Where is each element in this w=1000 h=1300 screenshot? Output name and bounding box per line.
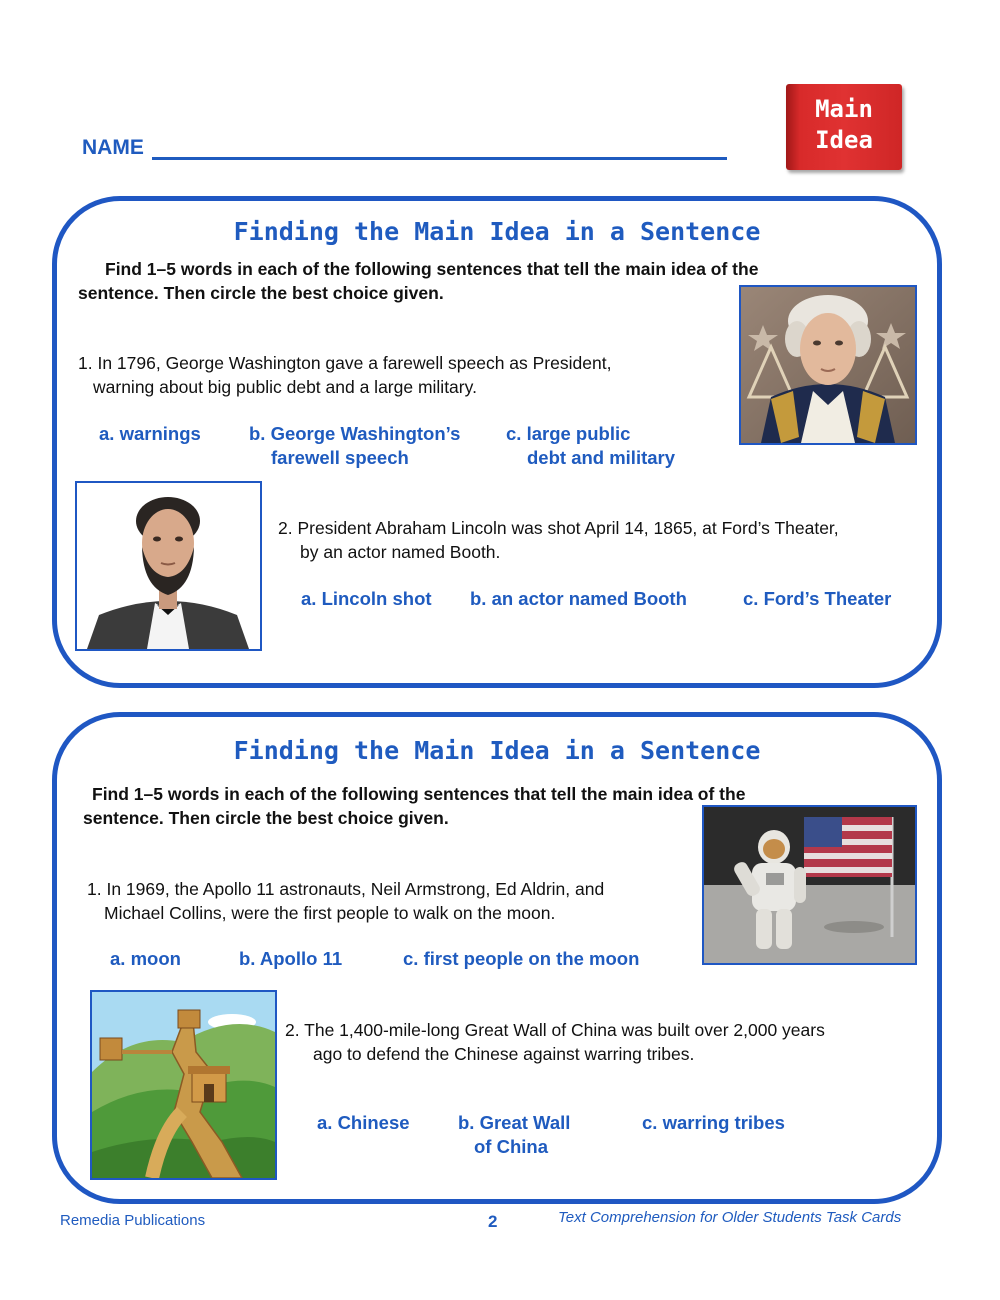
instructions-line-2: sentence. Then circle the best choice given.: [78, 283, 444, 303]
george-washington-portrait: [739, 285, 917, 445]
option-b[interactable]: b. Apollo 11: [239, 948, 343, 969]
apollo-astronaut-photo: [702, 805, 917, 965]
page-number: 2: [488, 1212, 498, 1231]
question-1-line-2: warning about big public debt and a large military.: [93, 377, 477, 397]
option-a[interactable]: a. Lincoln shot: [301, 588, 432, 609]
instructions-line-1: Find 1–5 words in each of the following sentences that tell the main idea of the: [105, 259, 759, 279]
option-b[interactable]: [458, 1111, 570, 1159]
option-b[interactable]: [249, 422, 460, 470]
great-wall-illustration: [90, 990, 277, 1180]
option-b-line-2: farewell speech: [271, 447, 409, 468]
question-1-line-1: 1. In 1796, George Washington gave a farewell speech as President,: [78, 353, 612, 373]
badge-line-2: Idea: [815, 126, 873, 154]
option-c[interactable]: c. Ford’s Theater: [743, 588, 892, 609]
option-c[interactable]: [506, 422, 675, 470]
name-label: NAME: [82, 136, 144, 159]
option-c-line-2: debt and military: [527, 447, 676, 468]
card-title: Finding the Main Idea in a Sentence: [233, 736, 761, 765]
instructions-line-1: Find 1–5 words in each of the following sentences that tell the main idea of the: [92, 784, 746, 804]
publisher-name: Remedia Publications: [60, 1212, 206, 1229]
option-c-line-1: c. large public: [506, 423, 631, 444]
option-c[interactable]: c. first people on the moon: [403, 948, 640, 969]
instructions-line-2: sentence. Then circle the best choice given.: [83, 808, 449, 828]
question-2-line-2: ago to defend the Chinese against warring tribes.: [313, 1044, 695, 1064]
option-c[interactable]: c. warring tribes: [642, 1112, 785, 1133]
option-a[interactable]: a. moon: [110, 948, 181, 969]
name-blank-line[interactable]: [152, 157, 727, 160]
main-idea-badge: [786, 84, 902, 170]
option-a[interactable]: a. warnings: [99, 423, 201, 444]
question-1-line-1: 1. In 1969, the Apollo 11 astronauts, Neil Armstrong, Ed Aldrin, and: [87, 879, 605, 899]
option-b-line-1: b. George Washington’s: [249, 423, 461, 444]
question-2-line-2: by an actor named Booth.: [300, 542, 501, 562]
question-2-line-1: 2. President Abraham Lincoln was shot April 14, 1865, at Ford’s Theater,: [278, 518, 839, 538]
badge-line-1: Main: [815, 95, 873, 123]
option-a[interactable]: a. Chinese: [317, 1112, 410, 1133]
option-b-line-1: b. Great Wall: [458, 1112, 571, 1133]
option-b[interactable]: b. an actor named Booth: [470, 588, 687, 609]
question-1-line-2: Michael Collins, were the first people to walk on the moon.: [104, 903, 556, 923]
abraham-lincoln-portrait: [75, 481, 262, 651]
book-title: Text Comprehension for Older Students Task Cards: [558, 1209, 902, 1226]
option-b-line-2: of China: [474, 1136, 548, 1157]
card-title: Finding the Main Idea in a Sentence: [233, 217, 761, 246]
question-2-line-1: 2. The 1,400-mile-long Great Wall of China was built over 2,000 years: [285, 1020, 825, 1040]
